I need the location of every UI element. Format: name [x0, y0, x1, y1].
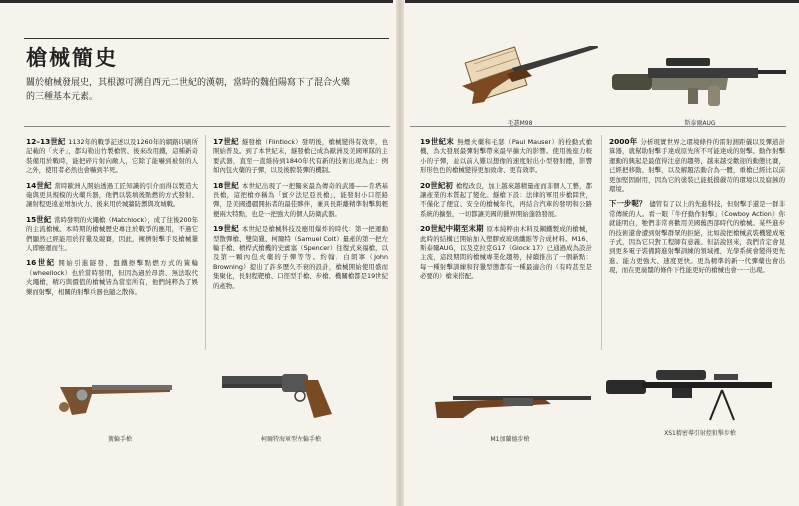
text-column-2 — [213, 137, 388, 296]
wheellock-pistol-image — [52, 377, 177, 419]
column-separator — [205, 135, 206, 350]
era-entry: 2000年 分析現實世界之環境條件的雷射測距儀以及彈道計算器，就幫助射擊手達成原先所不可能達成的射擊。動作射擊運動的興起是最值得注意的趨勢，越來越受歡迎的動態比賽，已經把移動、射擊，以及解題活動合為一體，重槍已經比以前更加堅固耐用，因為它的塗裝已能抵擋嚴苛的環境以及腐蝕的環境。 — [609, 137, 786, 194]
caption-mauser: 毛瑟M98 — [507, 120, 533, 127]
caption-m1: M1加蘭德步槍 — [490, 436, 530, 443]
right-top-bar — [405, 0, 799, 3]
caption-colt: 柯爾特海軍型左輪手槍 — [260, 436, 321, 443]
page-title: 槍械簡史 — [26, 46, 118, 70]
caption-xs1: XS1精密導引射控狙擊步槍 — [664, 430, 736, 437]
era-entry: 19世紀 本世紀是槍械科技及應用爆炸的時代：第一把運動型散彈槍、雙筒獵、柯爾特（Samuel Colt）量產的第一把左輪手槍、槓桿式槍機的史賓塞（Spencer）往復式來福槍，以及第一顆內包火藥的子彈等等。約翰．白朗寧（John Browning）提出了許多歷久不衰的設計，槍械開始使用盛而集聚化，長射程靶槍、口徑型手槍、步槍、機關槍都是19世紀的產物。 — [213, 224, 388, 290]
era-entry: 17世紀 燧發槍（Flintlock）發明後，槍械變得有效率，也開始普及。到了本世紀末，燧發槍已成為歐洲及美國軍隊的主要武器，直至一直維持到1840年代有新的技術出現為止：例如內包火藥的子彈，以及後膛裝彈的機制。 — [213, 137, 388, 175]
m1-garand-rifle-image — [433, 388, 593, 420]
intro-text: 關於槍械發展史，其根源可溯自西元二世紀的漢朝，當時的魏伯陽寫下了混合火藥的三種基本元素。 — [26, 78, 351, 102]
text-column-1 — [26, 137, 198, 302]
book-gutter — [396, 0, 404, 506]
caption-aug: 斯泰爾AUG — [684, 120, 716, 127]
era-entry: 20世紀初 槍程改良，加上越來越精量產而非個人工藝，都讓產業的本質起了變化。燧槍下設：法律的軍用步槍問世，不僅化了便宜、安全的槍械年代，再結合汽車的發明和公路系統的擴張，一切都讓美國的獵界開始蓬勃發展。 — [420, 180, 593, 218]
column-separator — [601, 135, 602, 350]
left-top-bar — [0, 0, 393, 3]
mauser-m98-rifle-image — [452, 46, 602, 111]
title-rule — [24, 38, 389, 39]
text-column-3 — [420, 137, 592, 287]
xs1-sniper-rifle-image — [602, 364, 782, 424]
era-entry: 15世紀 當時發明的火繩槍（Matchlock），成了往後200年的主流槍械。本時期的槍械歷史專注於戰爭的應用，不過它們顯然已經能用於狩獵及競賽，因此，擁擠射擊手及槍械獵人即應運而生。 — [26, 214, 198, 253]
colt-navy-revolver-image — [220, 370, 345, 422]
era-entry: 12–13世紀 1132年的戰爭記述以及1260年的網路印刷所記載的「火矛」，都勾勒出竹製槍管、後來改用鐵，這種新奇裝備用於戰時，能把碎片射向敵人，它除了能嚇到被射的人之外，使用者必然也會嚇到半死。 — [26, 137, 198, 175]
caption-wheellock: 簧輪手槍 — [107, 436, 132, 443]
era-entry: 18世紀 本世紀出現了一把獨來最為傳奇的武器——肯塔基長槍，這把槍亦稱為「賓夕法尼亞長槍」，能發射小口徑鉛彈，是美國邊疆開拓者的最佳夥伴，兼具長距離精準射擊與輕便兩大特點，也是一把強大的個人防衛武器。 — [213, 180, 389, 218]
steyr-aug-rifle-image — [608, 56, 788, 108]
era-entry: 16世紀 開始引進隧發、盤鐵擦擊點燃方式的簧輪（wheellock）也於當時發明，但因為過於昂貴、無法取代火繩槍，精巧與價值的槍械皆為當室所有，他們純粹為了娛樂而射擊，相關的射擊兵器也隨之散佈。 — [26, 258, 198, 296]
era-entry: 19世紀末 無煙火藥和毛瑟（Paul Mauser）的栓動式槍機，為大發展最彈射擊帶來最早擴大的影響。使用後座力較小的子彈，並以前人難以想像的速度射出小型發射體，影響形形色色的槍械變得更加致命、更有效率。 — [420, 137, 592, 175]
era-entry: 20世紀中期至末期 原本純粹由木料及鋼鐵製成的槍械，此時的結構已開始加入塑膠或玻璃纖維等合成材料。M16、斯泰爾AUG，以及克拉克G17（Glock 17）已通過成為設計主流，這段期間的槍械專業化趨勢，持續推出了一個新點：每一種射擊訓練和狩獵型態都有一種最適合的（有時甚至是必要的）槍來搭配。 — [420, 224, 592, 281]
left-divider — [24, 126, 390, 127]
era-entry: 下一步呢？ 儘管有了以上的先進科技，但射擊手還是一群非常傳統的人。看一眼「牛仔動作射擊」（Cowboy Action）你就能明白，牠們非常喜歡用美國舊西部時代的槍械。某些進步的技術還會遭到射擊群眾的拒絕，比如說把槍械武裝機變成電子式，因為它只對工程師有意義。但話說回來，我們肯定會見到更多電子裝備跨進射擊訓練的領域裡，光學系統會變得更先進、能力更強大、速度更快。更為精準的新一代彈藥也會出現，而在更廣闊的條件下性能更好的槍械也會一一出現。 — [609, 199, 785, 275]
text-column-4 — [609, 137, 785, 281]
era-entry: 14世紀 當時歐洲人開始透過工匠知識的引介而得以製造大砲與更具規模的火藥兵器，他們以裝填後點燃的方式發射、讓射程更遠並增加火力、後來用於城牆防禦與攻城戰。 — [26, 180, 198, 209]
